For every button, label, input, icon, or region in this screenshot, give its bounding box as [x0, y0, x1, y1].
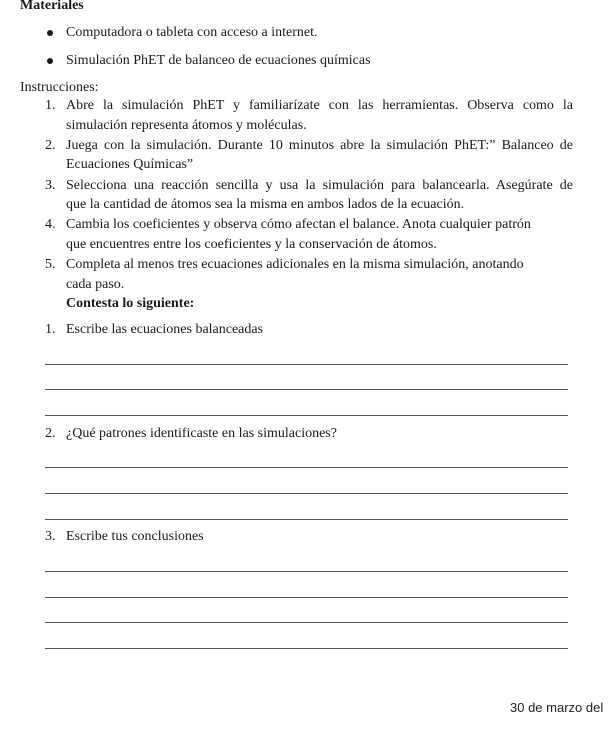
question-number: 3.	[45, 529, 56, 544]
answer-line[interactable]	[45, 389, 568, 390]
step-text-line: Cambia los coeficientes y observa cómo afectan el balance. Anota cualquier patrón	[66, 217, 531, 232]
step-text-line: Abre la simulación PhET y familiarízate con las herramientas. Observa como la	[66, 98, 573, 113]
step-number: 2.	[45, 138, 56, 153]
answer-line[interactable]	[45, 467, 568, 468]
bullet-icon	[47, 30, 53, 36]
step-text-line: simulación representa átomos y moléculas.	[66, 118, 307, 133]
question-text: Escribe las ecuaciones balanceadas	[66, 322, 264, 337]
step-text-line: Selecciona una reacción sencilla y usa la simulación para balancearla. Asegúrate de	[66, 178, 573, 193]
step-text-line: Juega con la simulación. Durante 10 minutos abre la simulación PhET:” Balanceo de	[66, 138, 573, 153]
answer-line[interactable]	[45, 493, 568, 494]
answer-title: Contesta lo siguiente:	[66, 296, 195, 311]
step-text-line: cada paso.	[66, 277, 125, 292]
answer-line[interactable]	[45, 364, 568, 365]
step-text-line: que la cantidad de átomos sea la misma en ambos lados de la ecuación.	[66, 197, 465, 212]
step-number: 5.	[45, 257, 56, 272]
question-number: 2.	[45, 426, 56, 441]
answer-line[interactable]	[45, 519, 568, 520]
step-text-line: que encuentres entre los coeficientes y la conservación de átomos.	[66, 237, 437, 252]
footer-date: 30 de marzo del	[510, 700, 604, 715]
bullet-icon	[47, 58, 53, 64]
step-number: 1.	[45, 98, 56, 113]
step-text-line: Completa al menos tres ecuaciones adicionales en la misma simulación, anotando	[66, 257, 524, 272]
step-number: 3.	[45, 178, 56, 193]
answer-line[interactable]	[45, 622, 568, 623]
answer-line[interactable]	[45, 648, 568, 649]
question-text: ¿Qué patrones identificaste en las simulaciones?	[66, 426, 337, 441]
answer-line[interactable]	[45, 597, 568, 598]
step-text-line: Ecuaciones Químicas”	[66, 157, 194, 172]
materials-title: Materiales	[20, 0, 84, 13]
step-number: 4.	[45, 217, 56, 232]
question-number: 1.	[45, 322, 56, 337]
materials-item: Simulación PhET de balanceo de ecuaciones químicas	[66, 53, 371, 68]
materials-item: Computadora o tableta con acceso a internet.	[66, 25, 318, 40]
instructions-title: Instrucciones:	[20, 80, 99, 95]
answer-line[interactable]	[45, 571, 568, 572]
question-text: Escribe tus conclusiones	[66, 529, 204, 544]
answer-line[interactable]	[45, 415, 568, 416]
